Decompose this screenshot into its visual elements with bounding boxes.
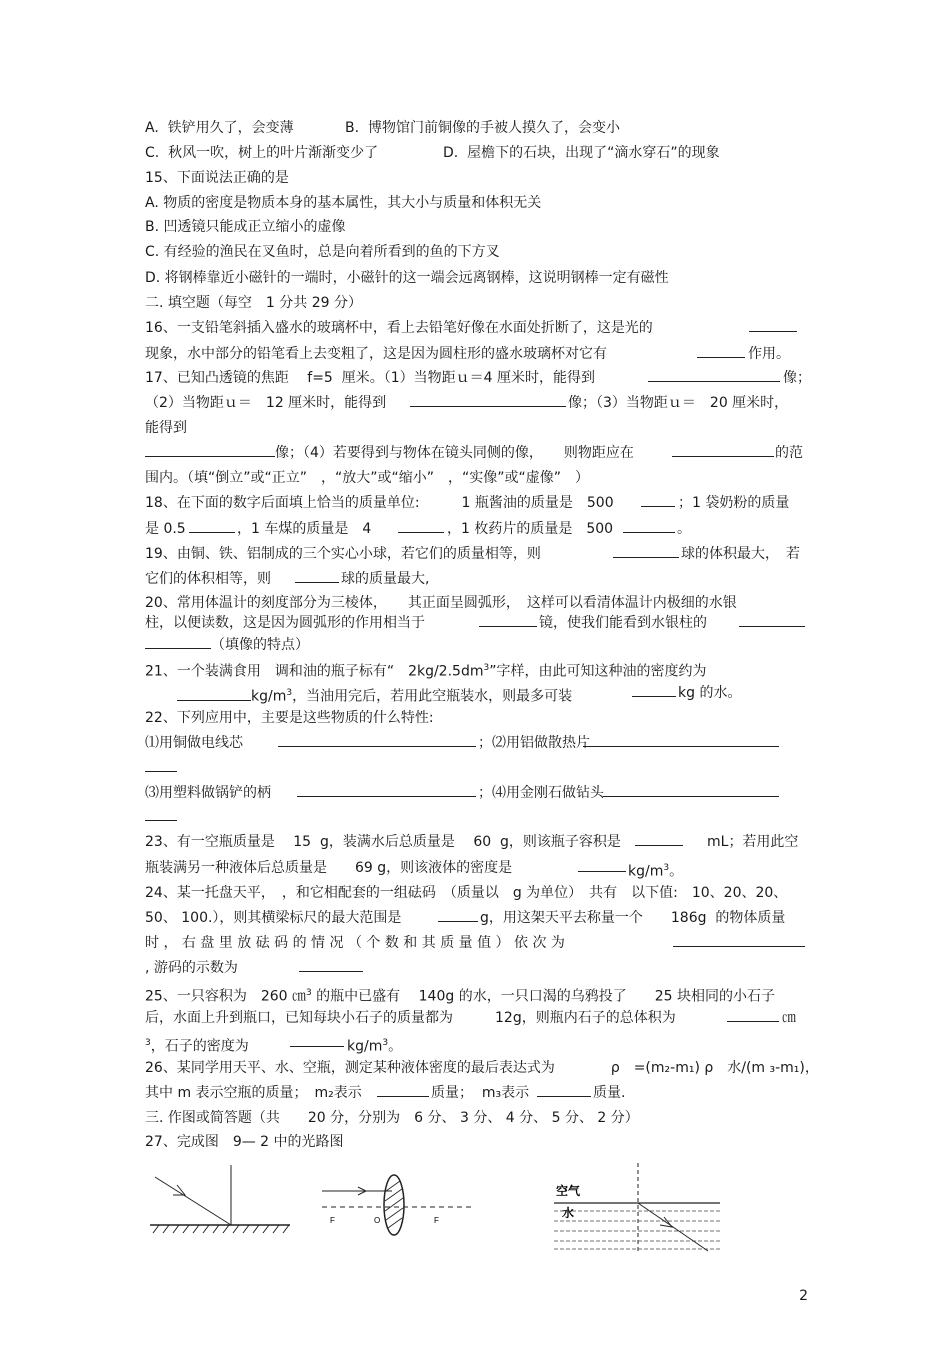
q18-blank-4[interactable] xyxy=(623,518,675,533)
q23-text-5: 。 xyxy=(669,863,684,880)
q25-blank-1[interactable] xyxy=(727,1007,779,1022)
q23-text-1: 23、有一空瓶质量是 15 g，装满水后总质量是 60 g，则该瓶子容积是 xyxy=(145,834,621,850)
q26-blank-1[interactable] xyxy=(377,1082,429,1097)
q22-part-4: ；⑷用金刚石做钻头 xyxy=(478,785,604,801)
q16-blank-1[interactable] xyxy=(749,317,797,332)
q18-blank-2[interactable] xyxy=(189,518,235,533)
q18-text-5: ，1 枚药片的质量是 500 xyxy=(447,521,614,537)
q23-blank-2[interactable] xyxy=(578,857,626,872)
q22-blank-2[interactable] xyxy=(583,732,779,747)
q24-text-3: 时 ， 右 盘 里 放 砝 码 的 情 况 （ 个 数 和 其 质 量 值 ） 依 次 为 xyxy=(145,935,565,951)
q17-text-6: 的范 xyxy=(775,445,803,461)
q20-text-2: 镜，使我们能看到水银柱的 xyxy=(539,615,707,631)
q21-text-3: kg/m xyxy=(251,688,287,705)
q22-blank-4-cont[interactable] xyxy=(145,806,177,821)
q19-blank-1[interactable] xyxy=(613,543,679,558)
convex-lens-figure xyxy=(322,1155,474,1240)
lens-f-left-label: F xyxy=(330,1216,335,1225)
q27-stem: 27、完成图 9— 2 中的光路图 xyxy=(145,1134,344,1150)
q25-text-6: kg/m xyxy=(347,1038,383,1055)
q24-text-4: , 游码的示数为 xyxy=(145,960,238,976)
q25-line-3 xyxy=(145,1032,810,1054)
q17-blank-1[interactable] xyxy=(648,367,780,382)
q16-line-1 xyxy=(145,317,810,339)
q20-blank-1[interactable] xyxy=(479,612,537,627)
q25-text-5: ，石子的密度为 xyxy=(150,1038,249,1055)
q14-option-c: C. 秋风一吹，树上的叶片渐渐变少了 xyxy=(145,145,379,161)
q26-text-1: 其中 m 表示空瓶的质量； m₂表示 xyxy=(145,1085,362,1101)
q25-text-2: 的瓶中已盛有 140g 的水，一只口渴的乌鸦投了 25 块相同的小石子 xyxy=(311,988,775,1005)
q21-text-4: ，当油用完后，若用此空瓶装水，则最多可装 xyxy=(292,688,573,705)
q15-option-a: A. 物质的密度是物质本身的基本属性，其大小与质量和体积无关 xyxy=(145,195,542,211)
q20-blank-2[interactable] xyxy=(739,612,805,627)
q17-blank-3[interactable] xyxy=(145,442,275,457)
q21-line-2 xyxy=(145,682,810,704)
q19-text-4: 球的质量最大, xyxy=(341,571,430,587)
q21-text-1: 21、一个装满食用 调和油的瓶子标有“ 2kg/2.5dm xyxy=(145,663,484,680)
q22-part-2: ；⑵用铝做散热片 xyxy=(478,735,590,751)
q23-line-2 xyxy=(145,857,810,879)
q18-line-2 xyxy=(145,518,810,540)
q19-line-1 xyxy=(145,543,810,565)
q22-line-2 xyxy=(145,782,810,804)
q20-blank-3[interactable] xyxy=(145,634,211,649)
q17-text-1: 17、已知凸透镜的焦距 f=5 厘米。（1）当物距ｕ＝4 厘米时，能得到 xyxy=(145,370,595,386)
q25-line-1 xyxy=(145,982,810,1004)
q18-text-4: ，1 车煤的质量是 4 xyxy=(237,521,372,537)
q25-text-7: 。 xyxy=(388,1038,403,1055)
q17-line-1 xyxy=(145,367,810,389)
q15-option-b: B. 凹透镜只能成正立缩小的虚像 xyxy=(145,219,346,235)
q20-line-2 xyxy=(145,612,810,634)
q22-stem: 22、下列应用中，主要是这些物质的什么特性: xyxy=(145,710,434,726)
q18-text-2: ；1 袋奶粉的质量 xyxy=(678,495,790,511)
q21-text-2: ”字样，由此可知这种油的密度约为 xyxy=(489,663,707,680)
q17-text-3: （2）当物距ｕ＝ 12 厘米时，能得到 xyxy=(145,395,387,411)
q15-option-c: C. 有经验的渔民在叉鱼时，总是向着所看到的鱼的下方叉 xyxy=(145,244,500,260)
lens-o-label: O xyxy=(374,1216,381,1225)
q26-text-2: 质量； m₃表示 xyxy=(431,1085,530,1101)
q14-option-d: D. 屋檐下的石块，出现了“滴水穿石”的现象 xyxy=(443,145,720,161)
q24-line-2 xyxy=(145,907,810,929)
q26-line-1: 26、某同学用天平、水、空瓶，测定某种液体密度的最后表达式为 ρ =(m₂-m₁) ρ 水/(m ₃-m₁)， xyxy=(145,1060,819,1076)
q21-line-1 xyxy=(145,657,810,679)
q16-text-3: 作用。 xyxy=(748,346,790,362)
q25-blank-2[interactable] xyxy=(290,1032,344,1047)
q25-sup-3: 3 xyxy=(382,1038,389,1048)
q21-blank-1[interactable] xyxy=(177,686,251,701)
q22-line-1-cont xyxy=(145,757,810,779)
q17-line-2 xyxy=(145,392,810,414)
q20-line-3 xyxy=(145,634,810,656)
q14-row-cd xyxy=(145,142,810,164)
q17-blank-2[interactable] xyxy=(410,392,566,407)
q23-text-4: kg/m xyxy=(628,863,664,880)
q26-text-3: 质量. xyxy=(593,1085,626,1101)
q22-blank-4[interactable] xyxy=(603,782,779,797)
q17-text-4: 像；（3）当物距ｕ＝ 20 厘米时， xyxy=(568,395,789,411)
q22-blank-1[interactable] xyxy=(278,732,476,747)
q24-blank-3[interactable] xyxy=(299,957,363,972)
q23-blank-1[interactable] xyxy=(635,831,683,846)
q18-blank-1[interactable] xyxy=(641,492,675,507)
q16-blank-2[interactable] xyxy=(697,343,745,358)
q19-text-1: 19、由铜、铁、铝制成的三个实心小球，若它们的质量相等，则 xyxy=(145,546,541,562)
q25-text-4: ㎝ xyxy=(782,1010,796,1026)
q17-line-5: 围内。（填“倒立”或“正立” ，“放大”或“缩小” ，“实像”或“虚像” ） xyxy=(145,470,590,486)
q19-text-3: 它们的体积相等，则 xyxy=(145,571,271,587)
mirror-reflection-figure xyxy=(145,1155,295,1240)
refraction-figure xyxy=(552,1155,722,1255)
q25-sup-2: 3 xyxy=(145,1038,151,1048)
q19-blank-2[interactable] xyxy=(295,568,339,583)
q25-line-2 xyxy=(145,1007,810,1029)
q22-line-1 xyxy=(145,732,810,754)
q23-line-1 xyxy=(145,831,810,853)
q16-text-2: 现象，水中部分的铅笔看上去变粗了，这是因为圆柱形的盛水玻璃杯对它有 xyxy=(145,346,607,362)
q25-sup-1: 3 xyxy=(306,988,312,998)
q24-blank-2[interactable] xyxy=(673,932,805,947)
q14-option-a: A. 铁铲用久了，会变薄 xyxy=(145,120,294,136)
q22-part-3: ⑶用塑料做锅铲的柄 xyxy=(145,785,271,801)
q20-line-1: 20、常用体温计的刻度部分为三棱体， 其正面呈圆弧形， 这样可以看清体温计内极细的水银 xyxy=(145,595,737,611)
q21-sup-2: 3 xyxy=(286,688,293,698)
q21-blank-2[interactable] xyxy=(632,682,676,697)
q24-text-1: 50、 100.），则其横梁标尺的最大范围是 xyxy=(145,910,402,926)
q26-blank-2[interactable] xyxy=(537,1082,591,1097)
q24-blank-1[interactable] xyxy=(438,907,478,922)
q18-blank-3[interactable] xyxy=(398,518,444,533)
q24-line-4 xyxy=(145,957,810,979)
page-number: 2 xyxy=(799,1288,808,1304)
q14-row-ab xyxy=(145,117,810,139)
q17-text-2: 像； xyxy=(783,370,811,386)
q24-text-2: g，用这架天平去称量一个 186g 的物体质量 xyxy=(480,910,786,926)
q18-text-3: 是 0.5 xyxy=(145,521,186,537)
q23-text-3: 瓶装满另一种液体后总质量是 69 g，则该液体的密度是 xyxy=(145,860,513,876)
q15-stem: 15、下面说法正确的是 xyxy=(145,170,289,186)
q16-text-1: 16、一支铅笔斜插入盛水的玻璃杯中，看上去铅笔好像在水面处折断了，这是光的 xyxy=(145,320,653,336)
q23-sup: 3 xyxy=(663,863,670,873)
q15-option-d: D. 将钢棒靠近小磁针的一端时，小磁针的这一端会远离钢棒，这说明钢棒一定有磁性 xyxy=(145,270,669,286)
lens-f-right-label: F xyxy=(434,1216,439,1225)
q24-line-3 xyxy=(145,932,810,954)
q18-text-6: 。 xyxy=(677,521,691,537)
section-3-heading: 三. 作图或简答题（共 20 分，分别为 6 分、 3 分、 4 分、 5 分、 2 分） xyxy=(145,1110,639,1126)
q24-line-1: 24、某一托盘天平， ，和它相配套的一组砝码 （质量以 g 为单位） 共有 以下值: 10、20、20、 xyxy=(145,885,788,901)
q22-line-2-cont xyxy=(145,806,810,828)
q21-text-5: kg 的水。 xyxy=(678,685,742,701)
q14-option-b: B. 博物馆门前铜像的手被人摸久了，会变小 xyxy=(345,120,620,136)
q26-line-2 xyxy=(145,1082,810,1104)
q19-text-2: 球的体积最大， 若 xyxy=(681,546,800,562)
q18-text-1: 18、在下面的数字后面填上恰当的质量单位: 1 瓶酱油的质量是 500 xyxy=(145,495,614,511)
q20-text-1: 柱，以便读数，这是因为圆弧形的作用相当于 xyxy=(145,615,425,631)
q25-text-1: 25、一只容积为 260 ㎝ xyxy=(145,988,306,1005)
q19-line-2 xyxy=(145,568,810,590)
q17-text-5: 像；（4）若要得到与物体在镜头同侧的像， 则物距应在 xyxy=(275,445,634,461)
q25-text-3: 后，水面上升到瓶口，已知每块小石子的质量都为 12g，则瓶内石子的总体积为 xyxy=(145,1010,676,1026)
q17-line-4 xyxy=(145,442,810,464)
q20-text-3: （填像的特点） xyxy=(211,637,309,653)
q22-part-1: ⑴用铜做电线芯 xyxy=(145,735,243,751)
q23-text-2: mL；若用此空 xyxy=(707,834,799,850)
air-label: 空气 xyxy=(556,1184,581,1198)
q17-blank-4[interactable] xyxy=(672,442,774,457)
section-2-heading: 二. 填空题（每空 1 分共 29 分） xyxy=(145,295,362,311)
water-label: 水 xyxy=(562,1206,575,1220)
q22-blank-2-cont[interactable] xyxy=(145,757,177,772)
q16-line-2 xyxy=(145,343,810,365)
q21-sup-1: 3 xyxy=(483,663,490,673)
q18-line-1 xyxy=(145,492,810,514)
q22-blank-3[interactable] xyxy=(297,782,476,797)
q17-line-3: 能得到 xyxy=(145,420,187,436)
